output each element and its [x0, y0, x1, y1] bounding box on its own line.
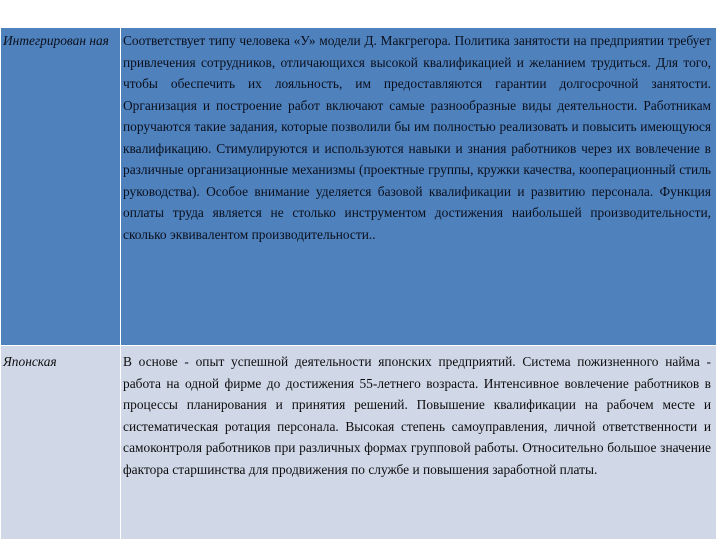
model-description-japanese: В основе - опыт успешной деятельности японских предприятий. Система пожизненного найма - работа на одной фирме до достижения 55-летнего возраста. Интенсивное вовлечение работников в процессы планирования и принятия решений. Повышение квалификации на рабочем месте и систематическая ротация персонала. Высокая степень самоуправления, личной ответственности и самоконтроля работников при различных формах групповой работы. Относительно большое значение фактора старшинства для продвижения по службе и повышения заработной платы.: [123, 354, 711, 477]
model-name-cell: [1, 346, 121, 540]
model-name-integrated: Интегрирован ная: [3, 33, 109, 48]
model-name-japanese: Японская: [3, 354, 57, 369]
model-description-cell: [121, 346, 717, 540]
table-row-integrated: [1, 28, 717, 346]
table-row-japanese: [1, 346, 717, 540]
hr-models-table: [0, 27, 717, 540]
model-description-integrated: Соответствует типу человека «У» модели Д. Макгрегора. Политика занятости на предприятии требует привлечения сотрудников, отличающихся высокой квалификацией и желанием трудиться. Для того, чтобы обеспечить их лояльность, им предоставляются гарантии долгосрочной занятости. Организация и построение работ включают самые разнообразные виды деятельности. Работникам поручаются такие задания, которые позволили бы им полностью реализовать и повысить имеющуюся квалификацию. Стимулируются и используются навыки и знания работников через их вовлечение в различные организационные механизмы (проектные группы, кружки качества, кооперационный стиль руководства). Особое внимание уделяется базовой квалификации и развитию персонала. Функция оплаты труда является не столько инструментом достижения наибольшей производительности, сколько эквивалентом производительности..: [123, 33, 711, 242]
model-description-cell: [121, 28, 717, 346]
model-name-cell: [1, 28, 121, 346]
